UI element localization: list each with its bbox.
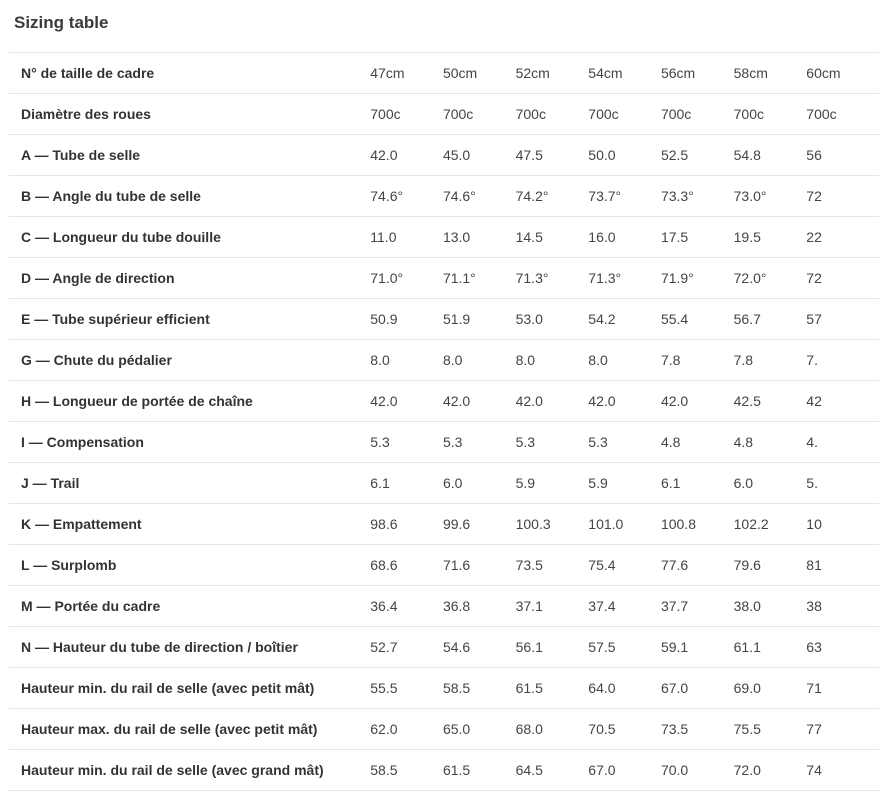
table-cell: 75.4 bbox=[588, 545, 661, 586]
table-cell: 69.0 bbox=[734, 668, 807, 709]
table-row bbox=[9, 135, 879, 176]
table-cell: 5.9 bbox=[588, 463, 661, 504]
row-label: J — Trail bbox=[9, 463, 370, 504]
table-cell: 56cm bbox=[661, 53, 734, 94]
table-cell: 16.0 bbox=[588, 217, 661, 258]
row-label: Hauteur max. du rail de selle (avec petit mât) bbox=[9, 709, 370, 750]
table-cell: 100.3 bbox=[516, 504, 589, 545]
table-cell: 55.4 bbox=[661, 299, 734, 340]
table-cell: 42.5 bbox=[734, 381, 807, 422]
table-row bbox=[9, 217, 879, 258]
table-cell: 65.0 bbox=[443, 709, 516, 750]
row-label: K — Empattement bbox=[9, 504, 370, 545]
table-cell: 77 bbox=[806, 709, 879, 750]
table-cell: 6.1 bbox=[661, 463, 734, 504]
table-cell: 77.6 bbox=[661, 545, 734, 586]
row-label: A — Tube de selle bbox=[9, 135, 370, 176]
table-cell: 57 bbox=[806, 299, 879, 340]
table-cell: 22 bbox=[806, 217, 879, 258]
table-cell: 71.3° bbox=[588, 258, 661, 299]
table-cell: 5. bbox=[806, 463, 879, 504]
table-cell: 71.6 bbox=[443, 545, 516, 586]
table-cell: 102.2 bbox=[734, 504, 807, 545]
table-cell: 58cm bbox=[734, 53, 807, 94]
table-cell: 73.5 bbox=[661, 709, 734, 750]
table-cell: 58.5 bbox=[370, 750, 443, 791]
row-label: I — Compensation bbox=[9, 422, 370, 463]
table-cell: 53.0 bbox=[516, 299, 589, 340]
table-row bbox=[9, 299, 879, 340]
table-cell: 50.0 bbox=[588, 135, 661, 176]
table-cell: 5.3 bbox=[516, 422, 589, 463]
table-cell: 71.9° bbox=[661, 258, 734, 299]
table-cell: 38 bbox=[806, 586, 879, 627]
table-cell: 36.4 bbox=[370, 586, 443, 627]
table-cell: 101.0 bbox=[588, 504, 661, 545]
table-cell: 59.1 bbox=[661, 627, 734, 668]
table-cell: 73.7° bbox=[588, 176, 661, 217]
table-row bbox=[9, 94, 879, 135]
table-cell: 70.0 bbox=[661, 750, 734, 791]
table-row bbox=[9, 668, 879, 709]
table-cell: 56 bbox=[806, 135, 879, 176]
table-cell: 72.0 bbox=[734, 750, 807, 791]
table-cell: 7.8 bbox=[734, 340, 807, 381]
row-label: L — Surplomb bbox=[9, 545, 370, 586]
table-cell: 50.9 bbox=[370, 299, 443, 340]
row-label: G — Chute du pédalier bbox=[9, 340, 370, 381]
table-cell: 700c bbox=[734, 94, 807, 135]
table-cell: 67.0 bbox=[661, 668, 734, 709]
table-cell: 45.0 bbox=[443, 135, 516, 176]
row-label: Hauteur min. du rail de selle (avec grand mât) bbox=[9, 750, 370, 791]
table-cell: 700c bbox=[661, 94, 734, 135]
table-cell: 5.3 bbox=[588, 422, 661, 463]
row-label: Hauteur min. du rail de selle (avec petit mât) bbox=[9, 668, 370, 709]
table-row bbox=[9, 504, 879, 545]
table-cell: 8.0 bbox=[370, 340, 443, 381]
table-cell: 55.5 bbox=[370, 668, 443, 709]
table-cell: 5.3 bbox=[370, 422, 443, 463]
table-cell: 37.7 bbox=[661, 586, 734, 627]
table-cell: 4.8 bbox=[661, 422, 734, 463]
table-cell: 42 bbox=[806, 381, 879, 422]
table-cell: 37.4 bbox=[588, 586, 661, 627]
table-cell: 36.8 bbox=[443, 586, 516, 627]
table-cell: 71 bbox=[806, 668, 879, 709]
row-label: C — Longueur du tube douille bbox=[9, 217, 370, 258]
table-cell: 52cm bbox=[516, 53, 589, 94]
table-cell: 5.9 bbox=[516, 463, 589, 504]
table-cell: 7.8 bbox=[661, 340, 734, 381]
table-cell: 54.2 bbox=[588, 299, 661, 340]
table-cell: 58.5 bbox=[443, 668, 516, 709]
table-cell: 47.5 bbox=[516, 135, 589, 176]
table-cell: 74 bbox=[806, 750, 879, 791]
table-cell: 100.8 bbox=[661, 504, 734, 545]
table-cell: 6.0 bbox=[443, 463, 516, 504]
table-row bbox=[9, 176, 879, 217]
table-cell: 63 bbox=[806, 627, 879, 668]
row-label: H — Longueur de portée de chaîne bbox=[9, 381, 370, 422]
table-cell: 14.5 bbox=[516, 217, 589, 258]
table-cell: 5.3 bbox=[443, 422, 516, 463]
table-cell: 74.6° bbox=[443, 176, 516, 217]
table-cell: 72 bbox=[806, 176, 879, 217]
table-cell: 56.1 bbox=[516, 627, 589, 668]
table-cell: 42.0 bbox=[588, 381, 661, 422]
table-cell: 42.0 bbox=[443, 381, 516, 422]
table-cell: 73.5 bbox=[516, 545, 589, 586]
table-row bbox=[9, 545, 879, 586]
table-row bbox=[9, 53, 879, 94]
table-cell: 56.7 bbox=[734, 299, 807, 340]
table-cell: 6.1 bbox=[370, 463, 443, 504]
table-cell: 700c bbox=[443, 94, 516, 135]
table-cell: 81 bbox=[806, 545, 879, 586]
table-row bbox=[9, 340, 879, 381]
table-cell: 47cm bbox=[370, 53, 443, 94]
table-row bbox=[9, 750, 879, 791]
table-cell: 74.6° bbox=[370, 176, 443, 217]
table-row bbox=[9, 627, 879, 668]
table-cell: 51.9 bbox=[443, 299, 516, 340]
table-cell: 700c bbox=[516, 94, 589, 135]
table-cell: 700c bbox=[370, 94, 443, 135]
table-cell: 71.1° bbox=[443, 258, 516, 299]
table-cell: 73.3° bbox=[661, 176, 734, 217]
sizing-table-body bbox=[9, 53, 879, 791]
table-cell: 61.5 bbox=[516, 668, 589, 709]
table-cell: 75.5 bbox=[734, 709, 807, 750]
table-row bbox=[9, 258, 879, 299]
page-title: Sizing table bbox=[14, 13, 109, 32]
table-cell: 54.8 bbox=[734, 135, 807, 176]
table-cell: 8.0 bbox=[588, 340, 661, 381]
table-cell: 79.6 bbox=[734, 545, 807, 586]
table-cell: 72.0° bbox=[734, 258, 807, 299]
row-label: N — Hauteur du tube de direction / boîtier bbox=[9, 627, 370, 668]
table-cell: 37.1 bbox=[516, 586, 589, 627]
table-cell: 52.7 bbox=[370, 627, 443, 668]
row-label: Diamètre des roues bbox=[9, 94, 370, 135]
table-cell: 57.5 bbox=[588, 627, 661, 668]
table-cell: 68.0 bbox=[516, 709, 589, 750]
table-cell: 13.0 bbox=[443, 217, 516, 258]
table-cell: 700c bbox=[806, 94, 879, 135]
table-cell: 42.0 bbox=[516, 381, 589, 422]
row-label: E — Tube supérieur efficient bbox=[9, 299, 370, 340]
table-cell: 700c bbox=[588, 94, 661, 135]
table-cell: 7. bbox=[806, 340, 879, 381]
table-cell: 68.6 bbox=[370, 545, 443, 586]
table-cell: 61.1 bbox=[734, 627, 807, 668]
table-row bbox=[9, 709, 879, 750]
table-cell: 8.0 bbox=[443, 340, 516, 381]
table-cell: 42.0 bbox=[370, 381, 443, 422]
row-label: N° de taille de cadre bbox=[9, 53, 370, 94]
table-cell: 19.5 bbox=[734, 217, 807, 258]
table-cell: 54cm bbox=[588, 53, 661, 94]
table-cell: 42.0 bbox=[370, 135, 443, 176]
table-cell: 38.0 bbox=[734, 586, 807, 627]
table-cell: 99.6 bbox=[443, 504, 516, 545]
sizing-table-container[interactable] bbox=[9, 52, 841, 791]
table-cell: 70.5 bbox=[588, 709, 661, 750]
table-cell: 10 bbox=[806, 504, 879, 545]
table-cell: 60cm bbox=[806, 53, 879, 94]
table-cell: 71.3° bbox=[516, 258, 589, 299]
table-cell: 67.0 bbox=[588, 750, 661, 791]
table-row bbox=[9, 422, 879, 463]
table-cell: 64.5 bbox=[516, 750, 589, 791]
table-cell: 17.5 bbox=[661, 217, 734, 258]
table-row bbox=[9, 381, 879, 422]
table-cell: 98.6 bbox=[370, 504, 443, 545]
table-cell: 72 bbox=[806, 258, 879, 299]
table-cell: 8.0 bbox=[516, 340, 589, 381]
table-cell: 54.6 bbox=[443, 627, 516, 668]
table-cell: 61.5 bbox=[443, 750, 516, 791]
table-cell: 74.2° bbox=[516, 176, 589, 217]
table-row bbox=[9, 586, 879, 627]
table-row bbox=[9, 463, 879, 504]
table-cell: 62.0 bbox=[370, 709, 443, 750]
row-label: M — Portée du cadre bbox=[9, 586, 370, 627]
table-cell: 71.0° bbox=[370, 258, 443, 299]
table-cell: 52.5 bbox=[661, 135, 734, 176]
row-label: B — Angle du tube de selle bbox=[9, 176, 370, 217]
table-cell: 4. bbox=[806, 422, 879, 463]
table-cell: 50cm bbox=[443, 53, 516, 94]
table-cell: 4.8 bbox=[734, 422, 807, 463]
table-cell: 73.0° bbox=[734, 176, 807, 217]
table-cell: 64.0 bbox=[588, 668, 661, 709]
sizing-table bbox=[9, 52, 879, 791]
table-cell: 42.0 bbox=[661, 381, 734, 422]
table-cell: 6.0 bbox=[734, 463, 807, 504]
row-label: D — Angle de direction bbox=[9, 258, 370, 299]
table-cell: 11.0 bbox=[370, 217, 443, 258]
